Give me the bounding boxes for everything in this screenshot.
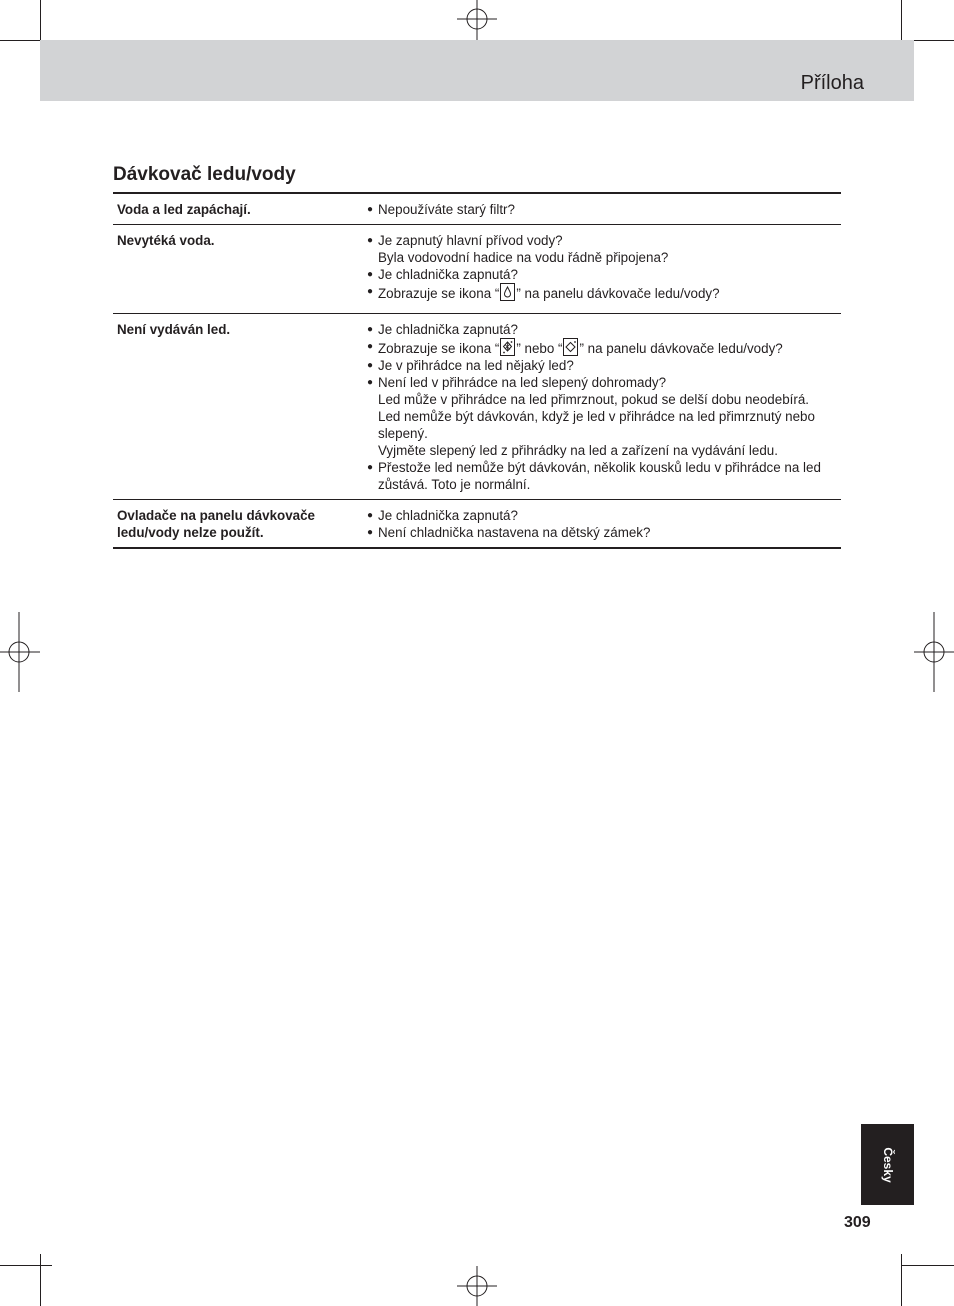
check-item: ● Nepoužíváte starý filtr? xyxy=(367,202,515,217)
registration-mark-icon xyxy=(0,612,40,692)
bullet-icon: ● xyxy=(367,527,374,538)
crop-mark xyxy=(902,1265,954,1266)
check-item: ● Není led v přihrádce na led slepený dohromady? xyxy=(367,375,667,390)
troubleshooting-table xyxy=(113,192,841,549)
checks-cell xyxy=(367,193,841,225)
check-item: ● Zobrazuje se ikona “ ” nebo “ ” na panelu dávkovače ledu/vody? xyxy=(367,338,839,357)
crushed-ice-icon xyxy=(500,338,515,356)
check-item: ● Je v přihrádce na led nějaký led? xyxy=(367,358,574,373)
registration-mark-icon xyxy=(914,612,954,692)
header-band xyxy=(40,40,914,101)
bullet-icon: ● xyxy=(367,235,374,246)
problem-cell: Ovladače na panelu dávkovače ledu/vody nelze použít. xyxy=(117,508,315,540)
problem-cell: Není vydáván led. xyxy=(117,322,231,337)
problem-cell: Voda a led zapáchají. xyxy=(117,202,251,217)
checks-cell xyxy=(367,314,841,500)
registration-mark-icon xyxy=(457,0,497,40)
page-number: 309 xyxy=(844,1214,871,1231)
check-item: ● Je zapnutý hlavní přívod vody? xyxy=(367,233,563,248)
table-row xyxy=(113,500,841,549)
problem-cell: Nevytéká voda. xyxy=(117,233,215,248)
table-row xyxy=(113,314,841,500)
bullet-icon: ● xyxy=(367,269,374,280)
section-title: Dávkovač ledu/vody xyxy=(113,164,296,185)
bullet-icon: ● xyxy=(367,462,374,473)
check-note: Vyjměte slepený led z přihrádky na led a zařízení na vydávání ledu. xyxy=(378,443,778,458)
check-item: ● Není chladnička nastavena na dětský zámek? xyxy=(367,525,651,540)
check-item: ● Přestože led nemůže být dávkován, několik kousků ledu v přihrádce na led zůstává. Toto je normální. xyxy=(367,460,821,492)
bullet-icon: ● xyxy=(367,324,374,335)
page-title: Příloha xyxy=(800,72,864,94)
table-row xyxy=(113,193,841,225)
check-item: ● Je chladnička zapnutá? xyxy=(367,322,518,337)
check-item: ● Je chladnička zapnutá? xyxy=(367,267,518,282)
bullet-icon: ● xyxy=(367,341,374,352)
bullet-icon: ● xyxy=(367,377,374,388)
check-note: Byla vodovodní hadice na vodu řádně připojena? xyxy=(378,250,669,265)
checks-cell xyxy=(367,500,841,549)
checks-cell xyxy=(367,225,841,314)
check-item: ● Je chladnička zapnutá? xyxy=(367,508,518,523)
table-row xyxy=(113,225,841,314)
check-item: ● Zobrazuje se ikona “ ” na panelu dávkovače ledu/vody? xyxy=(367,283,839,302)
crop-mark xyxy=(901,1254,902,1306)
bullet-icon: ● xyxy=(367,204,374,215)
bullet-icon: ● xyxy=(367,360,374,371)
registration-mark-icon xyxy=(457,1266,497,1306)
crop-mark xyxy=(0,1265,52,1266)
bullet-icon: ● xyxy=(367,510,374,521)
bullet-icon: ● xyxy=(367,286,374,297)
check-note: Led nemůže být dávkován, když je led v přihrádce na led přimrznutý nebo slepený. xyxy=(378,409,815,441)
check-note: Led může v přihrádce na led přimrznout, pokud se delší dobu neodebírá. xyxy=(378,392,809,407)
language-label: Česky xyxy=(880,1146,895,1183)
language-tab xyxy=(861,1124,914,1205)
cubed-ice-icon xyxy=(563,338,578,356)
water-drop-icon xyxy=(500,283,515,301)
crop-mark xyxy=(40,1254,41,1306)
